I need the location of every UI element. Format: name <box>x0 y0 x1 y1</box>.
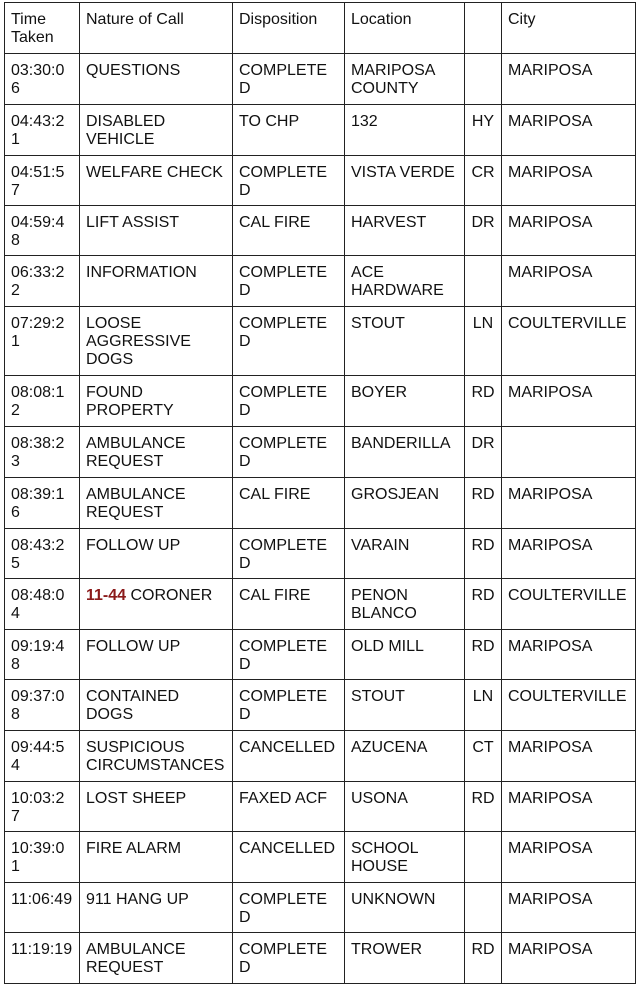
cell-street-suffix: CR <box>465 156 502 206</box>
cell-nature-of-call <box>80 883 233 933</box>
call-nature-text: FOLLOW UP <box>86 537 181 554</box>
cell-city: MARIPOSA <box>502 206 636 256</box>
cell-disposition: CANCELLED <box>233 832 345 883</box>
table-row <box>5 731 636 782</box>
cell-nature-of-call <box>80 427 233 478</box>
header-time-taken: Time Taken <box>5 3 80 54</box>
cell-disposition: COMPLETED <box>233 933 345 984</box>
cell-nature-of-call <box>80 307 233 376</box>
cell-city: MARIPOSA <box>502 529 636 579</box>
cell-time-taken: 08:48:04 <box>5 579 80 630</box>
cell-location: GROSJEAN <box>345 478 465 529</box>
cell-time-taken: 03:30:06 <box>5 54 80 105</box>
cell-time-taken: 04:51:57 <box>5 156 80 206</box>
cell-nature-of-call <box>80 256 233 307</box>
table-row <box>5 782 636 832</box>
cell-nature-of-call <box>80 54 233 105</box>
table-row <box>5 206 636 256</box>
table-row <box>5 105 636 156</box>
cell-location: SCHOOL HOUSE <box>345 832 465 883</box>
cell-location: AZUCENA <box>345 731 465 782</box>
cell-street-suffix: RD <box>465 376 502 427</box>
cell-time-taken: 04:43:21 <box>5 105 80 156</box>
cell-street-suffix: DR <box>465 206 502 256</box>
call-nature-text: FOLLOW UP <box>86 638 181 655</box>
cell-time-taken: 07:29:21 <box>5 307 80 376</box>
cell-time-taken: 04:59:48 <box>5 206 80 256</box>
cell-nature-of-call <box>80 630 233 680</box>
call-nature-text: SUSPICIOUS CIRCUMSTANCES <box>86 739 225 774</box>
cell-time-taken: 06:33:22 <box>5 256 80 307</box>
cell-time-taken: 08:08:12 <box>5 376 80 427</box>
table-row <box>5 54 636 105</box>
table-row <box>5 376 636 427</box>
cell-city: MARIPOSA <box>502 630 636 680</box>
cell-street-suffix: LN <box>465 680 502 731</box>
cell-nature-of-call <box>80 105 233 156</box>
cell-location: MARIPOSA COUNTY <box>345 54 465 105</box>
cell-nature-of-call <box>80 478 233 529</box>
cell-street-suffix: DR <box>465 427 502 478</box>
cell-city: MARIPOSA <box>502 883 636 933</box>
cell-disposition: COMPLETED <box>233 156 345 206</box>
cell-location: VARAIN <box>345 529 465 579</box>
cell-nature-of-call <box>80 206 233 256</box>
call-nature-text: AMBULANCE REQUEST <box>86 941 186 976</box>
cell-location: BOYER <box>345 376 465 427</box>
cell-street-suffix: RD <box>465 782 502 832</box>
header-row <box>5 3 636 54</box>
call-nature-text: CORONER <box>130 587 213 604</box>
call-nature-text: LOOSE AGGRESSIVE DOGS <box>86 315 191 368</box>
cell-time-taken: 11:19:19 <box>5 933 80 984</box>
call-nature-text: DISABLED VEHICLE <box>86 113 166 148</box>
table-row <box>5 832 636 883</box>
call-nature-text: AMBULANCE REQUEST <box>86 435 186 470</box>
cell-location: STOUT <box>345 680 465 731</box>
call-nature-text: LOST SHEEP <box>86 790 187 807</box>
cell-disposition: CANCELLED <box>233 731 345 782</box>
cell-time-taken: 08:43:25 <box>5 529 80 579</box>
table-row <box>5 478 636 529</box>
call-code: 11-44 <box>86 587 127 604</box>
cell-time-taken: 09:19:48 <box>5 630 80 680</box>
cell-disposition: CAL FIRE <box>233 206 345 256</box>
cell-nature-of-call <box>80 731 233 782</box>
header-street-suffix <box>465 3 502 54</box>
cell-disposition: COMPLETED <box>233 883 345 933</box>
table-row <box>5 579 636 630</box>
cell-street-suffix <box>465 54 502 105</box>
table-row <box>5 307 636 376</box>
cell-location: ACE HARDWARE <box>345 256 465 307</box>
header-location: Location <box>345 3 465 54</box>
call-nature-text: FIRE ALARM <box>86 840 182 857</box>
cell-disposition: TO CHP <box>233 105 345 156</box>
table-row <box>5 156 636 206</box>
cell-city: COULTERVILLE <box>502 579 636 630</box>
cell-location: OLD MILL <box>345 630 465 680</box>
cell-disposition: COMPLETED <box>233 630 345 680</box>
cell-street-suffix: RD <box>465 579 502 630</box>
cell-disposition: FAXED ACF <box>233 782 345 832</box>
cell-city: MARIPOSA <box>502 54 636 105</box>
call-nature-text: 911 HANG UP <box>86 891 189 908</box>
cell-city <box>502 427 636 478</box>
cell-nature-of-call <box>80 680 233 731</box>
cell-street-suffix: RD <box>465 478 502 529</box>
cell-time-taken: 09:44:54 <box>5 731 80 782</box>
call-log-table <box>4 2 636 984</box>
cell-city: MARIPOSA <box>502 832 636 883</box>
cell-location: UNKNOWN <box>345 883 465 933</box>
cell-location: BANDERILLA <box>345 427 465 478</box>
call-nature-text: WELFARE CHECK <box>86 164 223 181</box>
call-nature-text: FOUND PROPERTY <box>86 384 174 419</box>
cell-city: MARIPOSA <box>502 782 636 832</box>
table-row <box>5 256 636 307</box>
cell-city: MARIPOSA <box>502 731 636 782</box>
cell-location: HARVEST <box>345 206 465 256</box>
table-row <box>5 529 636 579</box>
cell-time-taken: 08:39:16 <box>5 478 80 529</box>
cell-nature-of-call <box>80 529 233 579</box>
cell-street-suffix <box>465 832 502 883</box>
cell-street-suffix <box>465 256 502 307</box>
cell-city: MARIPOSA <box>502 156 636 206</box>
cell-disposition: COMPLETED <box>233 376 345 427</box>
call-nature-text: QUESTIONS <box>86 62 181 79</box>
table-row <box>5 680 636 731</box>
cell-location: VISTA VERDE <box>345 156 465 206</box>
cell-street-suffix: RD <box>465 529 502 579</box>
cell-city: COULTERVILLE <box>502 680 636 731</box>
cell-time-taken: 10:39:01 <box>5 832 80 883</box>
cell-disposition: COMPLETED <box>233 54 345 105</box>
header-disposition: Disposition <box>233 3 345 54</box>
cell-city: MARIPOSA <box>502 105 636 156</box>
cell-disposition: COMPLETED <box>233 307 345 376</box>
call-log-body <box>5 54 636 984</box>
header-city: City <box>502 3 636 54</box>
cell-disposition: COMPLETED <box>233 427 345 478</box>
cell-city: MARIPOSA <box>502 256 636 307</box>
table-row <box>5 427 636 478</box>
call-nature-text: LIFT ASSIST <box>86 214 180 231</box>
cell-time-taken: 11:06:49 <box>5 883 80 933</box>
cell-location: USONA <box>345 782 465 832</box>
cell-time-taken: 09:37:08 <box>5 680 80 731</box>
cell-time-taken: 10:03:27 <box>5 782 80 832</box>
cell-nature-of-call <box>80 933 233 984</box>
table-row <box>5 933 636 984</box>
cell-nature-of-call <box>80 782 233 832</box>
header-nature-of-call: Nature of Call <box>80 3 233 54</box>
cell-city: MARIPOSA <box>502 478 636 529</box>
cell-nature-of-call <box>80 579 233 630</box>
cell-location: PENON BLANCO <box>345 579 465 630</box>
cell-city: COULTERVILLE <box>502 307 636 376</box>
cell-location: STOUT <box>345 307 465 376</box>
cell-disposition: COMPLETED <box>233 256 345 307</box>
call-nature-text: AMBULANCE REQUEST <box>86 486 186 521</box>
cell-location: 132 <box>345 105 465 156</box>
call-nature-text: CONTAINED DOGS <box>86 688 180 723</box>
cell-nature-of-call <box>80 832 233 883</box>
cell-nature-of-call <box>80 376 233 427</box>
cell-disposition: COMPLETED <box>233 529 345 579</box>
table-row <box>5 883 636 933</box>
cell-street-suffix <box>465 883 502 933</box>
cell-city: MARIPOSA <box>502 933 636 984</box>
cell-disposition: CAL FIRE <box>233 579 345 630</box>
cell-street-suffix: RD <box>465 933 502 984</box>
cell-disposition: COMPLETED <box>233 680 345 731</box>
cell-time-taken: 08:38:23 <box>5 427 80 478</box>
cell-city: MARIPOSA <box>502 376 636 427</box>
cell-street-suffix: RD <box>465 630 502 680</box>
cell-street-suffix: HY <box>465 105 502 156</box>
cell-nature-of-call <box>80 156 233 206</box>
cell-location: TROWER <box>345 933 465 984</box>
cell-disposition: CAL FIRE <box>233 478 345 529</box>
table-row <box>5 630 636 680</box>
cell-street-suffix: LN <box>465 307 502 376</box>
cell-street-suffix: CT <box>465 731 502 782</box>
call-nature-text: INFORMATION <box>86 264 197 281</box>
